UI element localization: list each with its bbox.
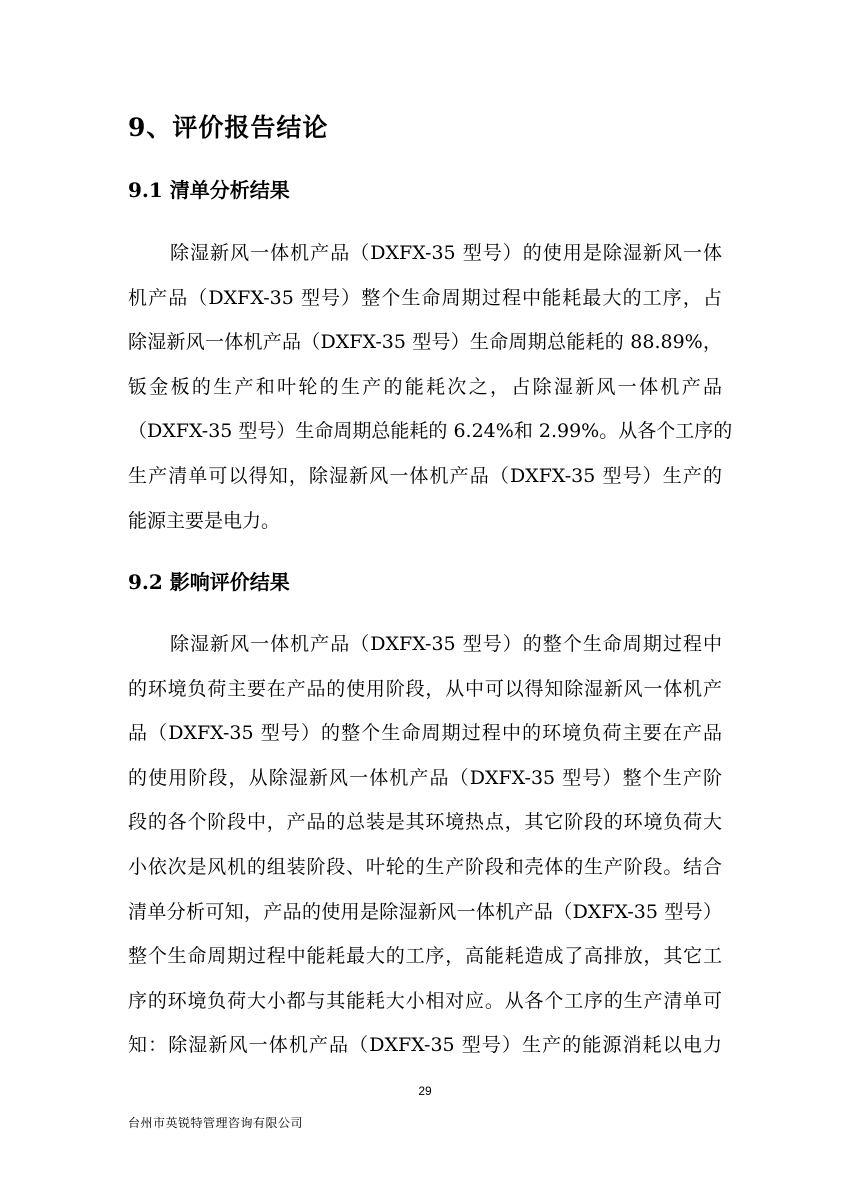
footer-company-name: 台州市英锐特管理咨询有限公司 [128,1116,304,1130]
paragraph-line: （DXFX-35 型号）生命周期总能耗的 6.24%和 2.99%。从各个工序的 [128,420,733,443]
section-title-inventory-analysis: 9.1 清单分析结果 [128,178,290,202]
impact-assessment-paragraph [128,622,722,1068]
paragraph-line: 的环境负荷主要在产品的使用阶段，从中可以得知除湿新风一体机产 [128,677,722,700]
paragraph-line: 整个生命周期过程中能耗最大的工序，高能耗造成了高排放，其它工 [128,945,722,968]
paragraph-line: 序的环境负荷大小都与其能耗大小相对应。从各个工序的生产清单可 [128,989,722,1012]
paragraph-line: 小依次是风机的组装阶段、叶轮的生产阶段和壳体的生产阶段。结合 [128,855,722,878]
inventory-analysis-paragraph [128,231,733,543]
paragraph-line: 除湿新风一体机产品（DXFX-35 型号）的整个生命周期过程中 [170,633,722,655]
paragraph-line: 钣金板的生产和叶轮的生产的能耗次之，占除湿新风一体机产品 [128,375,722,398]
paragraph-line: 段的各个阶段中，产品的总装是其环境热点，其它阶段的环境负荷大 [128,811,722,834]
paragraph-line: 品（DXFX-35 型号）的整个生命周期过程中的环境负荷主要在产品 [128,722,722,745]
chapter-title: 9、评价报告结论 [128,113,329,142]
page-number: 29 [418,1084,432,1098]
paragraph-line: 的使用阶段，从除湿新风一体机产品（DXFX-35 型号）整个生产阶 [128,766,722,789]
section-title-impact-assessment: 9.2 影响评价结果 [128,570,290,594]
paragraph-line: 除湿新风一体机产品（DXFX-35 型号）生命周期总能耗的 88.89%， [128,331,722,354]
paragraph-line: 机产品（DXFX-35 型号）整个生命周期过程中能耗最大的工序，占 [128,286,722,309]
paragraph-line: 知：除湿新风一体机产品（DXFX-35 型号）生产的能源消耗以电力 [128,1034,722,1057]
paragraph-line: 能源主要是电力。 [128,509,281,532]
paragraph-line: 除湿新风一体机产品（DXFX-35 型号）的使用是除湿新风一体 [170,242,722,264]
paragraph-line: 生产清单可以得知，除湿新风一体机产品（DXFX-35 型号）生产的 [128,464,722,487]
paragraph-line: 清单分析可知，产品的使用是除湿新风一体机产品（DXFX-35 型号） [128,900,722,923]
